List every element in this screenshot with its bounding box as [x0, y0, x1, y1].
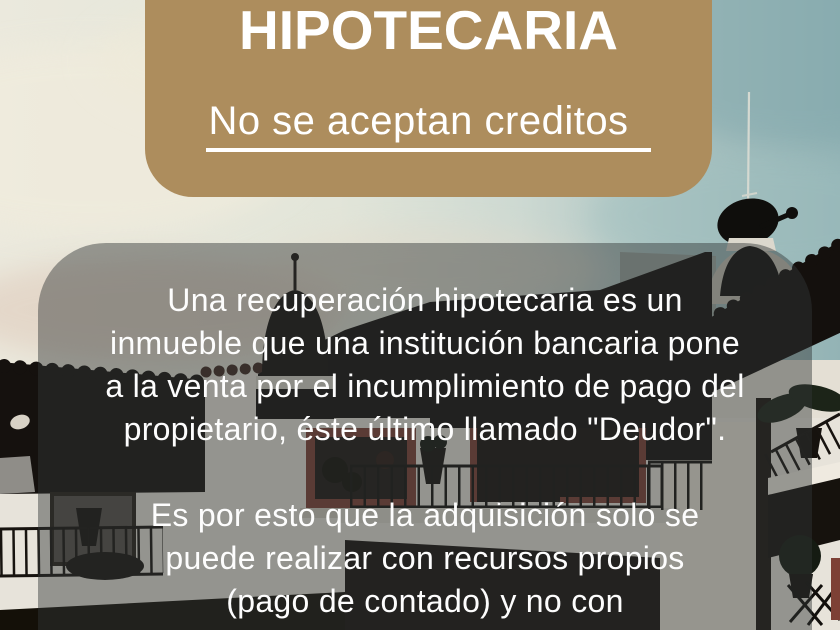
text-line: Es por esto que la adquisición solo se — [150, 497, 700, 533]
flyer-subtitle: No se aceptan creditos — [206, 99, 650, 152]
text-line: (pago de contado) y no con — [226, 583, 624, 619]
text-line: puede realizar con recursos propios — [165, 540, 685, 576]
text-line: propietario, éste último llamado "Deudor". — [123, 411, 727, 447]
text-line: inmueble que una institución bancaria pone — [110, 325, 740, 361]
flyer-subtitle-row — [206, 99, 650, 152]
paragraph-definition — [38, 279, 812, 451]
paragraph-cash-only — [38, 494, 812, 623]
text-line: a la venta por el incumplimiento de pago del — [105, 368, 745, 404]
flyer-title: HIPOTECARIA — [239, 0, 618, 61]
description-card — [38, 243, 812, 630]
text-line: Una recuperación hipotecaria es un — [167, 282, 683, 318]
title-card — [145, 0, 712, 197]
